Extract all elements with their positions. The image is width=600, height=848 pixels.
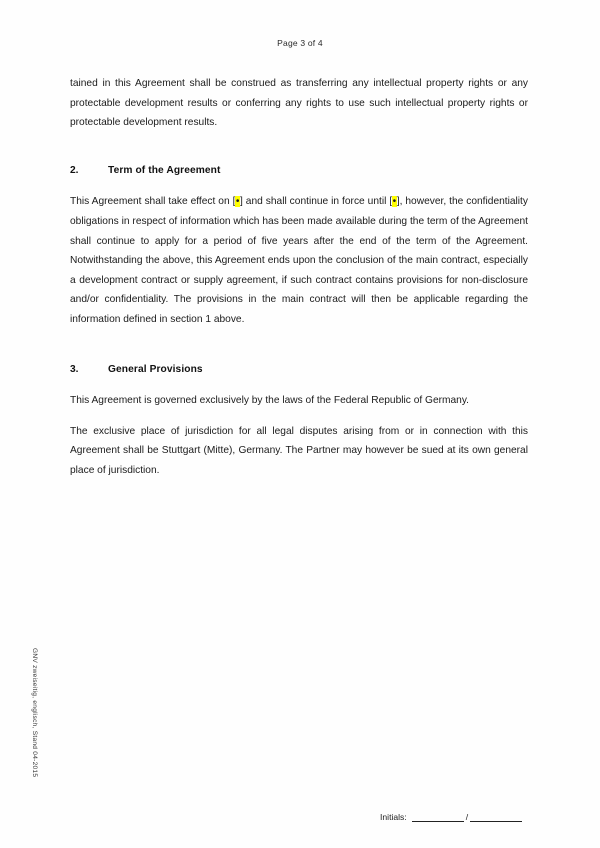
- placeholder-end-date[interactable]: [389, 196, 399, 207]
- initials-field-right[interactable]: [470, 812, 522, 822]
- section-2-text-tail: , however, the confidentiality obligations in respect of information which has been made available during the term of the Agreement shall continue to apply for a period of five years after the end of the term of the Agreement. Notwithstanding the above, this Agreement ends upon the conclusion of the main contract, especially a development contract or supply agreement, if such contract contains provisions for non-disclosure and/or confidentiality. The provisions in the main contract will then be applicable regarding the information defined in section 1 above.: [70, 196, 528, 325]
- spacer: [70, 379, 528, 391]
- page-header: [0, 38, 600, 48]
- spacer: [70, 330, 528, 360]
- document-body: [70, 74, 528, 481]
- initials-label: Initials:: [380, 812, 407, 822]
- section-2-paragraph: [70, 192, 528, 329]
- bracket-open: [: [389, 196, 393, 208]
- bracket-close: ]: [396, 196, 400, 208]
- section-2-text-lead: This Agreement shall take effect on: [70, 196, 233, 208]
- spacer: [70, 411, 528, 422]
- section-2-text-middle: and shall continue in force until: [242, 196, 390, 208]
- section-number: 3.: [70, 363, 79, 375]
- footer-initials: [380, 812, 530, 822]
- intro-paragraph: tained in this Agreement shall be construed as transferring any intellectual property rights or any protectable development results or conferring any rights to use such intellectual property rights or protectable development results.: [70, 78, 528, 129]
- highlighted-bullet: •: [235, 196, 240, 208]
- spacer: [70, 180, 528, 192]
- section-heading-3: [70, 360, 528, 380]
- page-number-label: Page 3 of 4: [277, 38, 323, 48]
- bracket-open: [: [232, 196, 236, 208]
- bracket-close: ]: [240, 196, 243, 208]
- initials-separator: /: [465, 812, 469, 822]
- initials-field-left[interactable]: [412, 812, 464, 822]
- section-3-paragraph-1: This Agreement is governed exclusively by the laws of the Federal Republic of Germany.: [70, 395, 470, 407]
- spacer: [70, 133, 528, 161]
- placeholder-start-date[interactable]: [233, 196, 243, 207]
- section-title: Term of the Agreement: [108, 164, 221, 176]
- section-title: General Provisions: [108, 363, 203, 375]
- section-heading-2: [70, 161, 528, 181]
- highlighted-bullet: •: [392, 196, 397, 208]
- section-number: 2.: [70, 164, 79, 176]
- margin-reference-note: GNV zweiseitig, englisch, Stand 04-2015: [31, 648, 38, 778]
- section-3-paragraph-2: The exclusive place of jurisdiction for all legal disputes arising from or in connection with this Agreement shall be Stuttgart (Mitte), Germany. The Partner may however be sued at its own general place of jurisdiction.: [70, 425, 528, 476]
